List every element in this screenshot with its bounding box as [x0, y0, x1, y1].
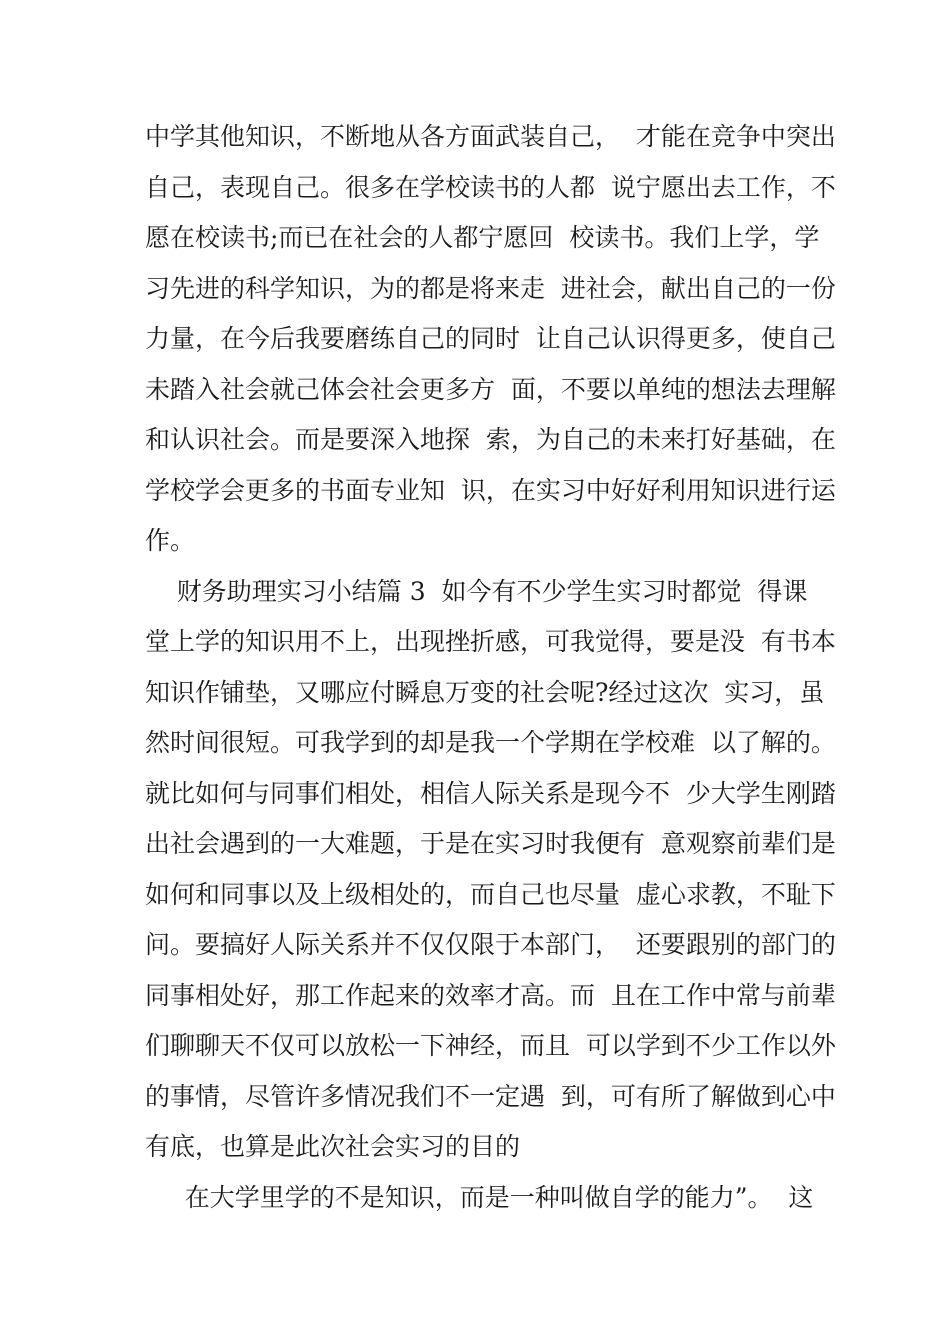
text-line: 未踏入社会就己体会社会更多方 面，不要以单纯的想法去理解	[145, 374, 836, 404]
text-line: 知识作铺垫，又哪应付瞬息万变的社会呢?经过这次 实习，虽	[145, 677, 825, 707]
text-line: 同事相处好，那工作起来的效率才高。而 且在工作中常与前辈	[145, 980, 836, 1010]
text-line: 作。	[145, 526, 196, 555]
text-line: 的事情，尽管许多情况我们不一定遇 到，可有所了解做到心中	[145, 1081, 836, 1111]
text-line: 有底，也算是此次社会实习的目的	[145, 1132, 521, 1161]
text-line: 如何和同事以及上级相处的，而自己也尽量 虚心求教，不耻下	[145, 879, 836, 909]
text-line: 在大学里学的不是知识，而是一种叫做自学的能力”。 这	[145, 1182, 814, 1212]
body-text	[145, 112, 836, 1223]
text-line: 就比如何与同事们相处，相信人际关系是现今不 少大学生刚踏	[145, 778, 836, 808]
text-line: 学校学会更多的书面专业知 识，在实习中好好利用知识进行运	[145, 475, 836, 505]
text-line: 和认识社会。而是要深入地探 索，为自己的未来打好基础，在	[145, 425, 836, 454]
text-line: 财务助理实习小结篇 3 如今有不少学生实习时都觉 得课	[145, 576, 808, 606]
text-line: 问。要搞好人际关系并不仅仅限于本部门， 还要跟别的部门的	[145, 930, 836, 959]
text-line: 然时间很短。可我学到的却是我一个学期在学校难 以了解的。	[145, 728, 836, 757]
text-line: 中学其他知识，不断地从各方面武装自己， 才能在竞争中突出	[145, 122, 836, 151]
text-line: 们聊聊天不仅可以放松一下神经，而且 可以学到不少工作以外	[145, 1031, 836, 1060]
text-line: 习先进的科学知识，为的都是将来走 进社会，献出自己的一份	[145, 273, 836, 303]
text-line: 出社会遇到的一大难题，于是在实习时我便有 意观察前辈们是	[145, 829, 836, 858]
text-line: 堂上学的知识用不上，出现挫折感，可我觉得，要是没 有书本	[145, 627, 836, 656]
text-line: 自己，表现自己。很多在学校读书的人都 说宁愿出去工作，不	[145, 172, 836, 202]
text-line: 力量，在今后我要磨练自己的同时 让自己认识得更多，使自己	[145, 324, 836, 353]
text-line: 愿在校读书;而已在社会的人都宁愿回 校读书。我们上学，学	[145, 223, 820, 252]
